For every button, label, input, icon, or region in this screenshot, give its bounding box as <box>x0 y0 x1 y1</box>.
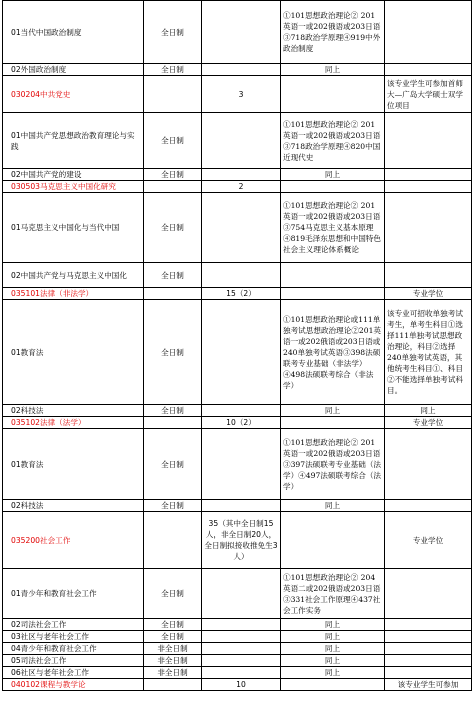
table-row <box>3 113 472 169</box>
table-row <box>3 300 472 405</box>
quota-cell: 10 <box>202 679 281 691</box>
program-name-cell: 035101法律（非法学） <box>3 288 144 300</box>
remarks-cell: 专业学位 <box>385 512 472 569</box>
program-name-cell: 02中国共产党与马克思主义中国化 <box>3 263 144 288</box>
table-row <box>3 417 472 429</box>
study-type-cell <box>144 417 202 429</box>
study-type-cell: 全日制 <box>144 631 202 643</box>
remarks-cell <box>385 169 472 181</box>
remarks-cell <box>385 193 472 263</box>
table-row <box>3 181 472 193</box>
quota-cell <box>202 631 281 643</box>
table-row <box>3 429 472 500</box>
table-row <box>3 500 472 512</box>
program-name-cell: 06社区与老年社会工作 <box>3 667 144 679</box>
remarks-cell: 专业学位 <box>385 417 472 429</box>
table-row <box>3 643 472 655</box>
table-row <box>3 64 472 76</box>
table-row <box>3 512 472 569</box>
study-type-cell: 全日制 <box>144 500 202 512</box>
program-name-cell: 02中国共产党的建设 <box>3 169 144 181</box>
exam-subjects-cell: ①101思想政治理论② 201英语一或202俄语或203日语③754马克思主义基本原理④819毛泽东思想和中国特色社会主义理论体系概论 <box>281 193 385 263</box>
program-name-cell: 01中国共产党思想政治教育理论与实践 <box>3 113 144 169</box>
program-name-cell: 04青少年和教育社会工作 <box>3 643 144 655</box>
quota-cell: 3 <box>202 76 281 113</box>
remarks-cell: 该专业学生可参加首师大—广岛大学硕士双学位项目 <box>385 76 472 113</box>
study-type-cell: 非全日制 <box>144 643 202 655</box>
exam-subjects-cell: 同上 <box>281 169 385 181</box>
quota-cell: 15（2） <box>202 288 281 300</box>
quota-cell: 2 <box>202 181 281 193</box>
program-name-cell: 02科技法 <box>3 500 144 512</box>
study-type-cell: 全日制 <box>144 569 202 619</box>
quota-cell <box>202 193 281 263</box>
remarks-cell <box>385 181 472 193</box>
program-name-cell: 02科技法 <box>3 405 144 417</box>
table-row <box>3 569 472 619</box>
quota-cell <box>202 113 281 169</box>
study-type-cell <box>144 181 202 193</box>
study-type-cell <box>144 679 202 691</box>
study-type-cell: 全日制 <box>144 300 202 405</box>
exam-subjects-cell: 同上 <box>281 655 385 667</box>
remarks-cell <box>385 1 472 64</box>
exam-subjects-cell: ①101思想政治理论② 201英语一或202俄语或203日语③718政治学原理④919中外政治制度 <box>281 1 385 64</box>
table-row <box>3 679 472 691</box>
exam-subjects-cell: 同上 <box>281 619 385 631</box>
quota-cell <box>202 300 281 405</box>
program-name-cell: 01马克思主义中国化与当代中国 <box>3 193 144 263</box>
quota-cell: 10（2） <box>202 417 281 429</box>
table-row <box>3 169 472 181</box>
remarks-cell <box>385 631 472 643</box>
quota-cell <box>202 500 281 512</box>
exam-subjects-cell: 同上 <box>281 405 385 417</box>
table-row <box>3 263 472 288</box>
quota-cell <box>202 619 281 631</box>
exam-subjects-cell: 同上 <box>281 667 385 679</box>
table-row <box>3 655 472 667</box>
table-row <box>3 193 472 263</box>
remarks-cell <box>385 113 472 169</box>
remarks-cell <box>385 655 472 667</box>
quota-cell <box>202 655 281 667</box>
study-type-cell: 全日制 <box>144 169 202 181</box>
exam-subjects-cell <box>281 679 385 691</box>
program-name-cell: 02司法社会工作 <box>3 619 144 631</box>
table-row <box>3 631 472 643</box>
remarks-cell: 专业学位 <box>385 288 472 300</box>
quota-cell <box>202 263 281 288</box>
exam-subjects-cell: ①101思想政治理论或111单独考试思想政治理论②201英语一或202俄语或203日语或240单独考试英语③398法硕联考专业基础（非法学）④498法硕联考综合（非法学） <box>281 300 385 405</box>
exam-subjects-cell: 同上 <box>281 643 385 655</box>
program-name-cell: 05司法社会工作 <box>3 655 144 667</box>
study-type-cell <box>144 288 202 300</box>
remarks-cell <box>385 263 472 288</box>
remarks-cell <box>385 643 472 655</box>
program-name-cell: 03社区与老年社会工作 <box>3 631 144 643</box>
quota-cell <box>202 64 281 76</box>
program-name-cell: 01教育法 <box>3 300 144 405</box>
exam-subjects-cell <box>281 181 385 193</box>
exam-subjects-cell: 同上 <box>281 64 385 76</box>
table-row <box>3 405 472 417</box>
study-type-cell <box>144 512 202 569</box>
remarks-cell: 该专业可招收单独考试考生，单考生科目①选择111单独考试思想政治理论，科目②选择240单独考试英语，其他统考生科目①、科目②不能选择单独考试科目。 <box>385 300 472 405</box>
table-row <box>3 667 472 679</box>
program-name-cell: 040102课程与教学论 <box>3 679 144 691</box>
program-name-cell: 01青少年和教育社会工作 <box>3 569 144 619</box>
table-row <box>3 76 472 113</box>
quota-cell <box>202 667 281 679</box>
study-type-cell: 非全日制 <box>144 667 202 679</box>
study-type-cell: 全日制 <box>144 619 202 631</box>
remarks-cell <box>385 500 472 512</box>
quota-cell: 35（其中全日制15人，非全日制20人，全日制拟接收推免生3人） <box>202 512 281 569</box>
exam-subjects-cell: 同上 <box>281 500 385 512</box>
study-type-cell: 全日制 <box>144 64 202 76</box>
study-type-cell: 全日制 <box>144 113 202 169</box>
exam-subjects-cell <box>281 263 385 288</box>
program-table-body <box>3 1 472 691</box>
program-name-cell: 02外国政治制度 <box>3 64 144 76</box>
program-name-cell: 035102法律（法学） <box>3 417 144 429</box>
quota-cell <box>202 1 281 64</box>
study-type-cell: 全日制 <box>144 263 202 288</box>
table-row <box>3 288 472 300</box>
remarks-cell <box>385 667 472 679</box>
remarks-cell <box>385 569 472 619</box>
table-row <box>3 1 472 64</box>
study-type-cell: 全日制 <box>144 429 202 500</box>
study-type-cell: 非全日制 <box>144 655 202 667</box>
remarks-cell: 该专业学生可参加 <box>385 679 472 691</box>
remarks-cell <box>385 64 472 76</box>
study-type-cell: 全日制 <box>144 405 202 417</box>
exam-subjects-cell: ①101思想政治理论② 201英语一或202俄语或203日语③397法硕联考专业基础（法学）④497法硕联考综合（法学） <box>281 429 385 500</box>
program-table <box>2 0 472 691</box>
exam-subjects-cell: ①101思想政治理论② 204英语二或202俄语或203日语③331社会工作原理④437社会工作实务 <box>281 569 385 619</box>
study-type-cell: 全日制 <box>144 193 202 263</box>
remarks-cell <box>385 429 472 500</box>
quota-cell <box>202 569 281 619</box>
exam-subjects-cell <box>281 288 385 300</box>
program-name-cell: 030503马克思主义中国化研究 <box>3 181 144 193</box>
exam-subjects-cell: 同上 <box>281 631 385 643</box>
program-name-cell: 01当代中国政治制度 <box>3 1 144 64</box>
study-type-cell: 全日制 <box>144 1 202 64</box>
exam-subjects-cell: ①101思想政治理论② 201英语一或202俄语或203日语③718政治学原理④820中国近现代史 <box>281 113 385 169</box>
remarks-cell: 同上 <box>385 405 472 417</box>
exam-subjects-cell <box>281 512 385 569</box>
program-name-cell: 01教育法 <box>3 429 144 500</box>
quota-cell <box>202 643 281 655</box>
quota-cell <box>202 169 281 181</box>
exam-subjects-cell <box>281 417 385 429</box>
quota-cell <box>202 429 281 500</box>
study-type-cell <box>144 76 202 113</box>
program-name-cell: 030204中共党史 <box>3 76 144 113</box>
quota-cell <box>202 405 281 417</box>
remarks-cell <box>385 619 472 631</box>
table-row <box>3 619 472 631</box>
program-name-cell: 035200社会工作 <box>3 512 144 569</box>
exam-subjects-cell <box>281 76 385 113</box>
